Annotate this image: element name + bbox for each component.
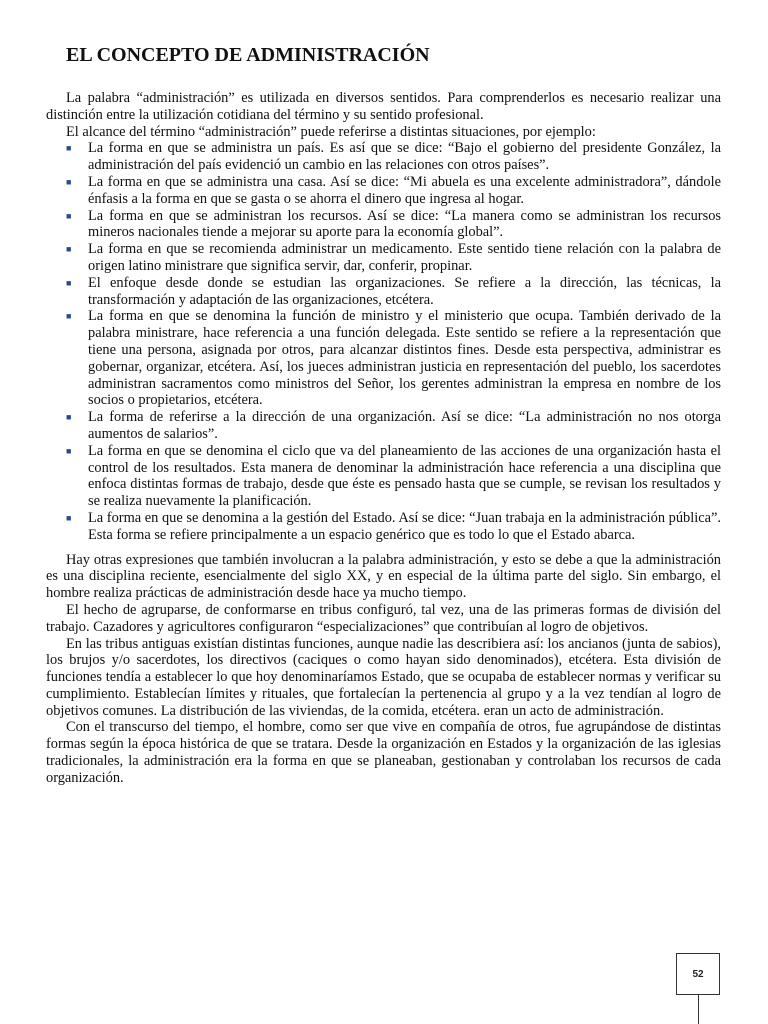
square-bullet-icon: ■ [66,244,72,255]
square-bullet-icon: ■ [66,311,72,322]
list-item-text: La forma de referirse a la dirección de una organización. Así se dice: “La administración no nos otorga aumentos de salarios”. [88,409,721,442]
list-item [46,275,721,309]
square-bullet-icon: ■ [66,176,72,187]
list-item-text: La forma en que se administra una casa. Así se dice: “Mi abuela es una excelente administradora”, dándole énfasis a la forma en que se gasta o se ahorra el dinero que ingresa al hogar. [88,173,721,207]
list-item [46,140,721,174]
list-item [46,174,721,208]
list-item-text: La forma en que se denomina el ciclo que va del planeamiento de las acciones de una organización hasta el control de los resultados. Esta manera de denominar la administración hace referencia a una disciplina que enfoca distintas formas de trabajo, desde que éste es pensado hasta que se cumple, se revisan los resultados y se realiza nuevamente la planificación. [88,442,721,510]
intro-paragraph-1: La palabra “administración” es utilizada en diversos sentidos. Para comprenderlos es necesario realizar una distinción entre la utilización cotidiana del término y su sentido profesional. [46,90,721,123]
body-paragraph-2: El hecho de agruparse, de conformarse en tribus configuró, tal vez, una de las primeras formas de división del trabajo. Cazadores y agricultores configuraron “especializaciones” que contribuían al logro de objetivos. [46,601,721,635]
list-item-text: La forma en que se recomienda administrar un medicamento. Este sentido tiene relación con la palabra de origen latino ministrare que significa servir, dar, conferir, propinar. [88,241,721,274]
square-bullet-icon: ■ [66,445,72,456]
document-page [46,40,721,787]
examples-list [46,140,721,543]
list-item [46,510,721,544]
list-item-text: La forma en que se administran los recursos. Así se dice: “La manera como se administran los recursos mineros nacionales tiende a mejorar su aporte para la economía global”. [88,207,721,241]
list-item-text: La forma en que se administra un país. Es así que se dice: “Bajo el gobierno del presidente González, la administración del país evidenció un cambio en las relaciones con otros países”. [88,140,721,174]
square-bullet-icon: ■ [66,210,72,221]
list-item [46,241,721,275]
list-item [46,208,721,242]
list-item [46,308,721,409]
square-bullet-icon: ■ [66,512,72,523]
body-paragraph-4: Con el transcurso del tiempo, el hombre, como ser que vive en compañía de otros, fue agrupándose de distintas formas según la época histórica de que se tratara. Desde la organización en Estados y la organización de las iglesias tradicionales, la administración era la forma en que se planeaban, gestionaban y controlaban los recursos de cada organización. [46,719,721,786]
page-number: 52 [676,953,720,995]
list-item-text: La forma en que se denomina a la gestión del Estado. Así se dice: “Juan trabaja en la administración pública”. Esta forma se refiere principalmente a un espacio genérico que es todo lo que el Estado abarca. [88,509,721,543]
square-bullet-icon: ■ [66,143,72,154]
list-item-text: La forma en que se denomina la función de ministro y el ministerio que ocupa. También derivado de la palabra ministrare, hace referencia a una función delegada. Este sentido se refiere a la representación que tiene una persona, asignada por otros, para alcanzar distintos fines. Desde esta perspectiva, administrar es gobernar, organizar, etcétera. Así, los jueces administran justicia en representación del pueblo, los sacerdotes administran sacramentos como ministros del Señor, los gerentes administran la empresa en nombre de los socios o propietarios, etcétera. [88,308,721,409]
square-bullet-icon: ■ [66,412,72,423]
intro-paragraph-2: El alcance del término “administración” puede referirse a distintas situaciones, por ejemplo: [66,123,596,140]
list-item-text: El enfoque desde donde se estudian las organizaciones. Se refiere a la dirección, las técnicas, la transformación y adaptación de las organizaciones, etcétera. [88,274,721,308]
list-item [46,443,721,510]
section-spacer [46,544,721,552]
page-title: EL CONCEPTO DE ADMINISTRACIÓN [66,44,430,66]
square-bullet-icon: ■ [66,277,72,288]
page-number-divider [698,995,699,1024]
body-paragraph-1: Hay otras expresiones que también involucran a la palabra administración, y esto se debe a que la administración es una disciplina reciente, esencialmente del siglo XX, y en especial de la última parte del siglo. Sin embargo, el hombre realiza prácticas de administración desde hace ya mucho tiempo. [46,551,721,602]
list-item [46,409,721,443]
body-paragraph-3: En las tribus antiguas existían distintas funciones, aunque nadie las describiera así: los ancianos (junta de sabios), los brujos y/o sacerdotes, los directivos (caciques o como hayan sido denominados), etcétera. Esta división de funciones tendía a establecer lo que hoy denominaríamos Estado, que se ocupaba de establecer normas y verificar su cumplimiento. Establecían límites y rituales, que fortalecían la pertenencia al grupo y a la vez tendían al logro de objetivos comunes. La distribución de las viviendas, de la comida, etcétera. eran un acto de administración. [46,635,721,719]
